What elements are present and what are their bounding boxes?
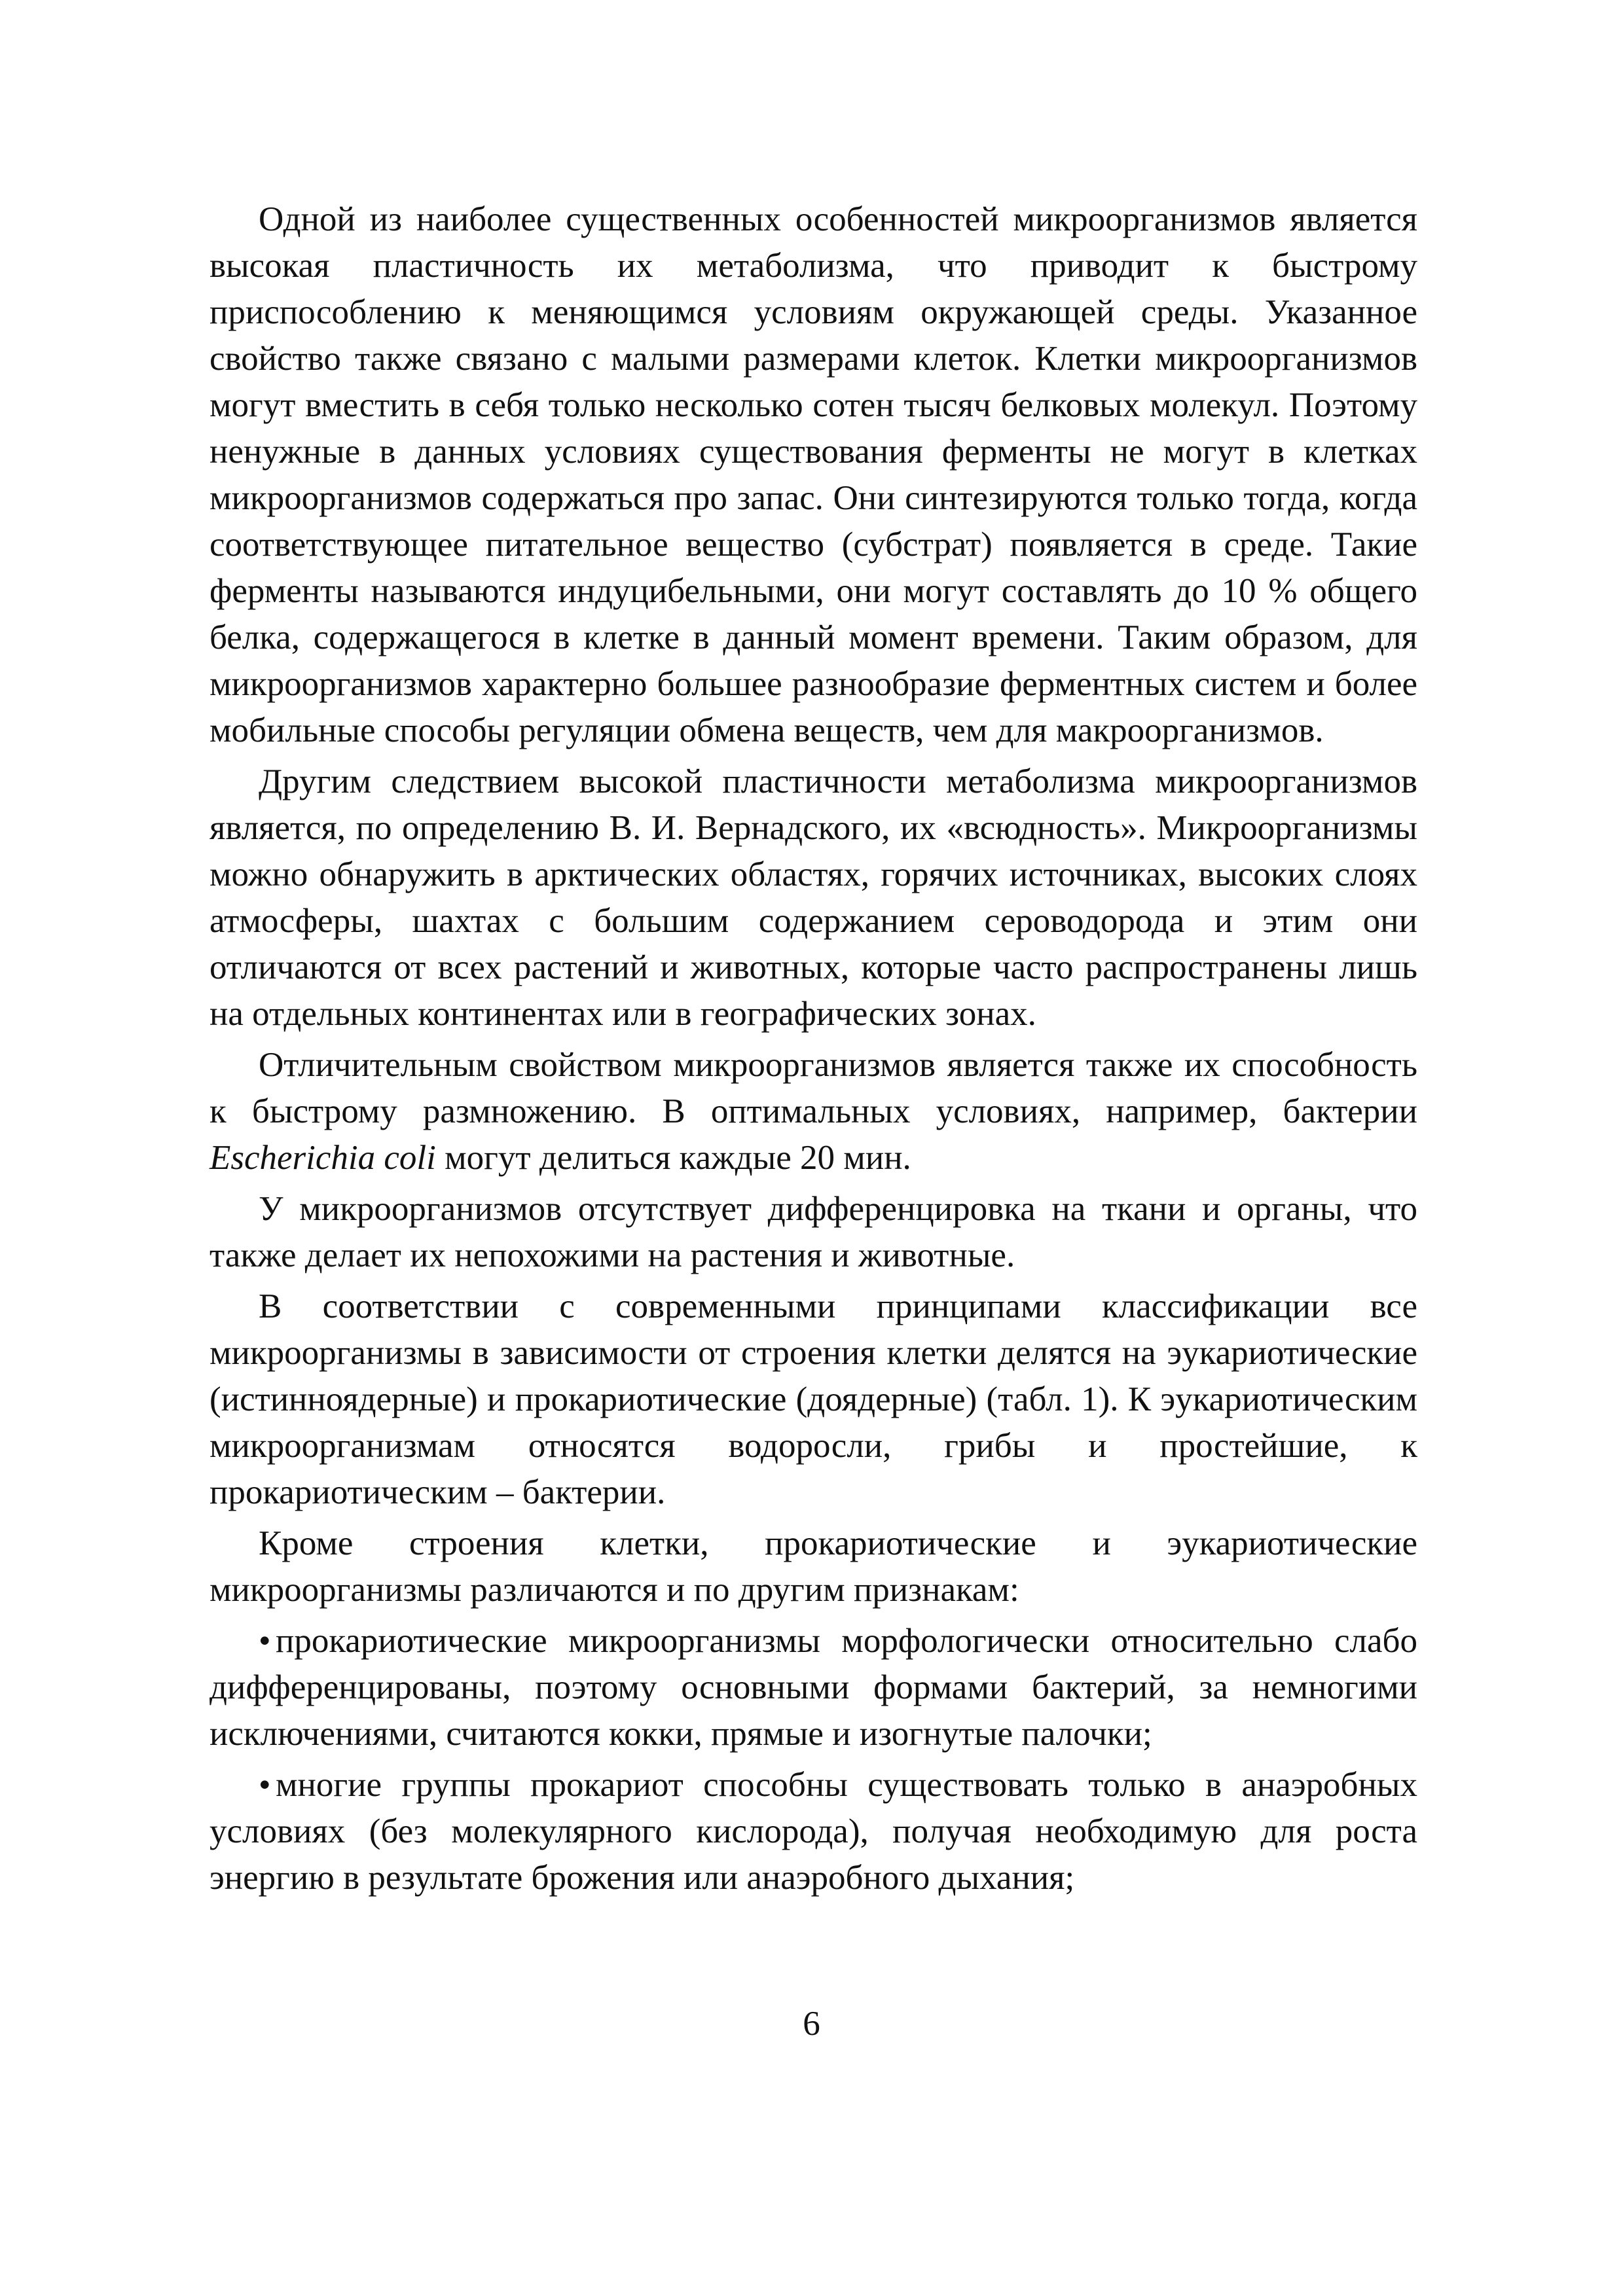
paragraph-ubiquity: Другим следствием высокой пластичности метаболизма микроорганизмов является, по определению В. И. Вернадского, их «всюдность». Микроорганизмы можно обнаружить в арктических областях, горячих источниках, высоких слоях атмосферы, шахтах с большим содержанием сероводорода и этим они отличаются от всех растений и животных, которые часто распространены лишь на отдельных континентах или в географических зонах. [210, 762, 1417, 1033]
bullet-item-text: прокариотические микроорганизмы морфологически относительно слабо дифференцированы, поэтому основными формами бактерий, за немногими исключениями, считаются кокки, прямые и изогнутые палочки; [210, 1622, 1417, 1753]
paragraph-metabolism-plasticity: Одной из наиболее существенных особенностей микроорганизмов является высокая пластичность их метаболизма, что приводит к быстрому приспособлению к меняющимся условиям окружающей среды. Указанное свойство также связано с малыми размерами клеток. Клетки микроорганизмов могут вместить в себя только несколько сотен тысяч белковых молекул. Поэтому ненужные в данных условиях существования ферменты не могут в клетках микроорганизмов содержаться про запас. Они синтезируются только тогда, когда соответствующее питательное вещество (субстрат) появляется в среде. Такие ферменты называются индуцибельными, они могут составлять до 10 % общего белка, содержащегося в клетке в данный момент времени. Таким образом, для микроорганизмов характерно большее разнообразие ферментных систем и более мобильные способы регуляции обмена веществ, чем для макроорганизмов. [210, 200, 1417, 749]
paragraph-other-features: Кроме строения клетки, прокариотические и эукариотические микроорганизмы различаются и по другим признакам: [210, 1524, 1417, 1609]
paragraph-reproduction [210, 1042, 1417, 1181]
paragraph-differentiation: У микроорганизмов отсутствует дифференцировка на ткани и органы, что также делает их непохожими на растения и животные. [210, 1190, 1417, 1274]
bullet-item-anaerobic [210, 1762, 1417, 1901]
bullet-item-text: многие группы прокариот способны существовать только в анаэробных условиях (без молекулярного кислорода), получая необходимую для роста энергию в результате брожения или анаэробного дыхания; [210, 1766, 1417, 1897]
paragraph-reproduction-text-before: Отличительным свойством микроорганизмов является также их способность к быстрому размножению. В оптимальных условиях, например, бактерии [210, 1046, 1417, 1130]
bullet-marker: • [259, 1622, 271, 1660]
page-number: 6 [803, 2005, 820, 2043]
paragraph-reproduction-text-after: могут делиться каждые 20 мин. [435, 1139, 911, 1177]
bullet-item-morphology [210, 1618, 1417, 1757]
paragraph-classification: В соответствии с современными принципами классификации все микроорганизмы в зависимости от строения клетки делятся на эукариотические (истинноядерные) и прокариотические (доядерные) (табл. 1). К эукариотическим микроорганизмам относятся водоросли, грибы и простейшие, к прокариотическим – бактерии. [210, 1287, 1417, 1511]
bullet-marker: • [259, 1766, 271, 1804]
page-body [210, 196, 1417, 1906]
species-name-italic: Escherichia coli [210, 1139, 436, 1177]
